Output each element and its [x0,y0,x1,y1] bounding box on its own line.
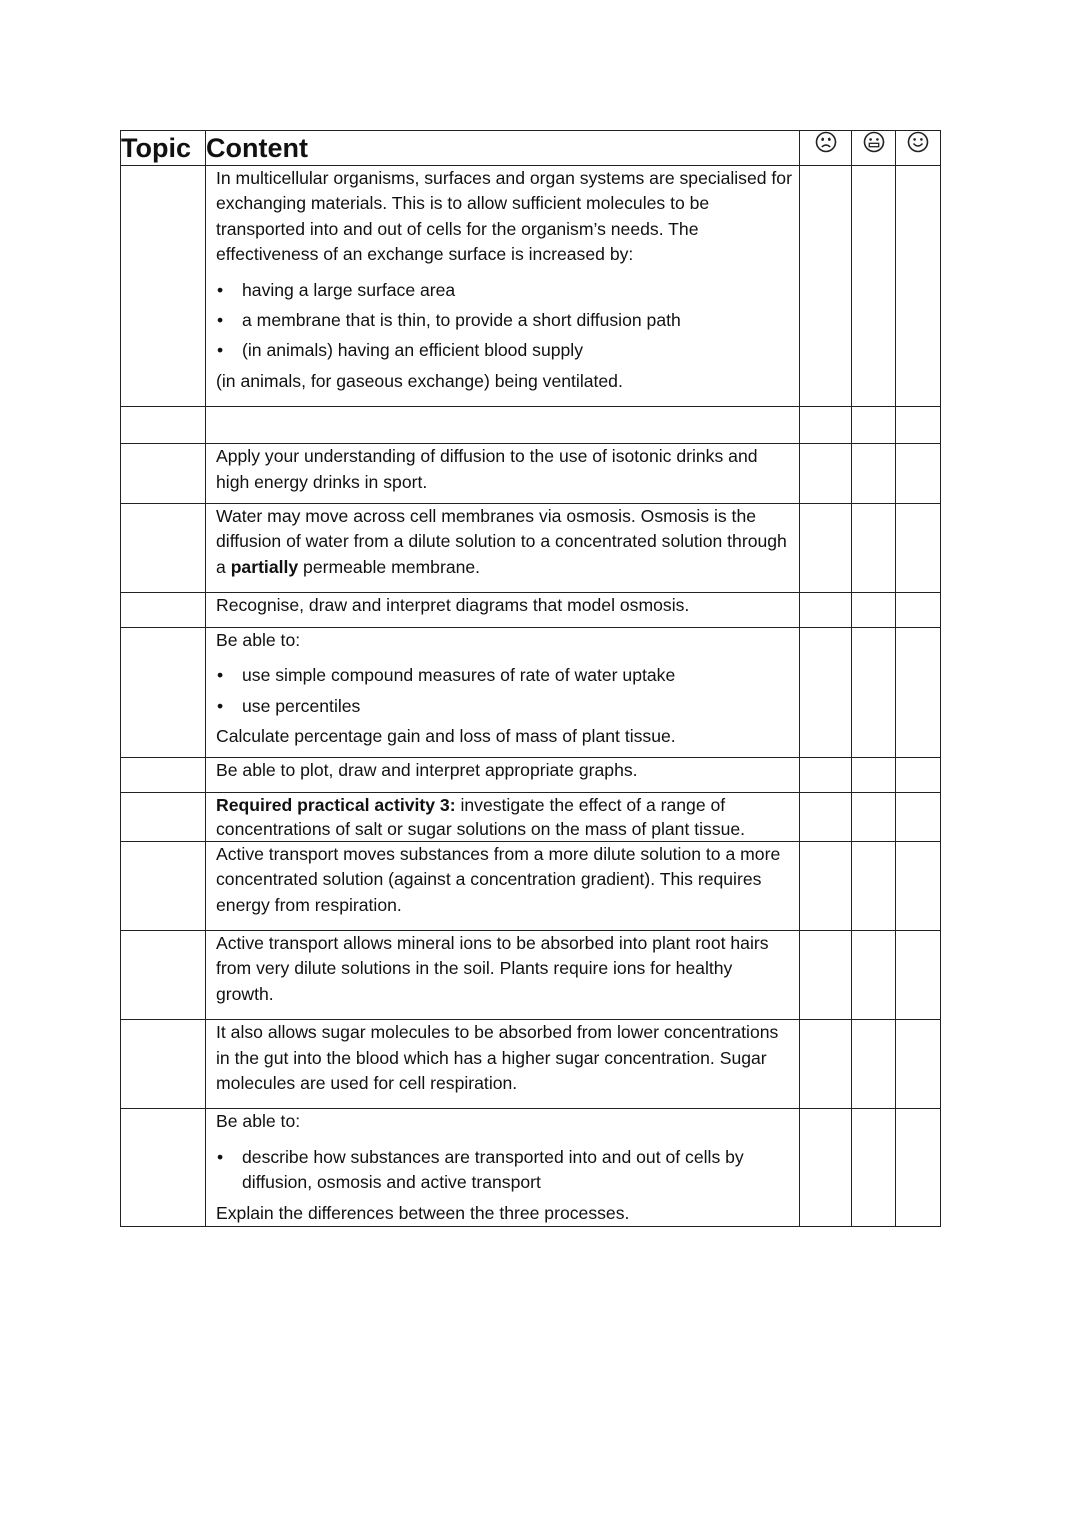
rating-green-cell[interactable] [896,593,941,627]
topic-cell [121,627,206,758]
rating-amber-cell[interactable] [852,627,896,758]
content-text: Calculate percentage gain and loss of mass of plant tissue. [216,725,676,746]
sad-face-header [800,131,852,166]
neutral-face-icon [863,131,885,153]
table-row [121,758,941,792]
table-row [121,504,941,593]
rating-green-cell[interactable] [896,627,941,758]
rating-red-cell[interactable] [800,504,852,593]
topic-cell [121,166,206,407]
rating-green-cell[interactable] [896,504,941,593]
rating-red-cell[interactable] [800,593,852,627]
topic-cell [121,930,206,1019]
content-cell [206,1109,800,1227]
content-text: Be able to plot, draw and interpret appropriate graphs. [216,760,638,781]
topic-checklist-table [120,130,941,1227]
rating-amber-cell[interactable] [852,504,896,593]
rating-green-cell[interactable] [896,792,941,841]
bullet-item: • a membrane that is thin, to provide a short diffusion path [216,308,793,333]
content-text: It also allows sugar molecules to be absorbed from lower concentrations in the gut into the blood which has a higher sugar concentration. Sugar molecules are used for cell respiration. [216,1022,779,1093]
rating-amber-cell[interactable] [852,166,896,407]
rating-red-cell[interactable] [800,1109,852,1227]
rating-green-cell[interactable] [896,1109,941,1227]
rating-green-cell[interactable] [896,758,941,792]
emphasis-text: partially [230,556,299,577]
content-text: Recognise, draw and interpret diagrams that model osmosis. [216,595,690,616]
topic-cell [121,758,206,792]
content-cell [206,407,800,444]
content-cell [206,504,800,593]
rating-amber-cell[interactable] [852,841,896,930]
content-text: Be able to: [216,629,301,650]
topic-cell [121,1109,206,1227]
rating-amber-cell[interactable] [852,930,896,1019]
happy-face-header [896,131,941,166]
content-cell [206,593,800,627]
happy-face-icon [907,131,929,153]
rating-amber-cell[interactable] [852,444,896,504]
rating-green-cell[interactable] [896,1020,941,1109]
topic-cell [121,444,206,504]
table-row [121,930,941,1019]
topic-cell [121,504,206,593]
topic-header: Topic [121,131,206,166]
rating-red-cell[interactable] [800,792,852,841]
content-text-part: Water may move across cell membranes via osmosis. Osmosis is the diffusion of water from a dilute solution to a concentrated solution through a [216,506,787,577]
rating-amber-cell[interactable] [852,407,896,444]
content-cell [206,792,800,841]
rating-green-cell[interactable] [896,841,941,930]
rating-red-cell[interactable] [800,407,852,444]
content-cell [206,758,800,792]
content-cell [206,1020,800,1109]
table-row [121,1109,941,1227]
topic-cell [121,407,206,444]
rating-red-cell[interactable] [800,930,852,1019]
table-row [121,444,941,504]
topic-cell [121,841,206,930]
table-row [121,792,941,841]
content-cell [206,444,800,504]
content-text [216,504,793,580]
rating-red-cell[interactable] [800,1020,852,1109]
sad-face-icon [815,131,837,153]
rating-red-cell[interactable] [800,758,852,792]
rating-amber-cell[interactable] [852,1109,896,1227]
table-row [121,841,941,930]
content-text-part: permeable membrane. [298,556,481,577]
rating-amber-cell[interactable] [852,1020,896,1109]
content-text: Active transport allows mineral ions to be absorbed into plant root hairs from very dilute solutions in the soil. Plants require ions for healthy growth. [216,932,769,1004]
content-text-part: investigate the effect of a range of concentrations of salt or sugar solutions on the mass of plant tissue. [216,794,746,839]
bullet-item: • (in animals) having an efficient blood supply [216,338,793,363]
rating-green-cell[interactable] [896,166,941,407]
bullet-item: • having a large surface area [216,278,793,303]
rating-red-cell[interactable] [800,444,852,504]
content-cell [206,930,800,1019]
rating-amber-cell[interactable] [852,758,896,792]
neutral-face-header [852,131,896,166]
topic-cell [121,792,206,841]
content-text: Active transport moves substances from a more dilute solution to a more concentrated solution (against a concentration gradient). This requires energy from respiration. [216,843,781,915]
table-row [121,166,941,407]
bullet-item: • use simple compound measures of rate of water uptake [216,663,793,688]
rating-red-cell[interactable] [800,166,852,407]
bullet-item: • use percentiles [216,694,793,719]
content-text: Apply your understanding of diffusion to the use of isotonic drinks and high energy drinks in sport. [216,446,758,492]
topic-cell [121,593,206,627]
content-cell [206,627,800,758]
table-row [121,593,941,627]
rating-green-cell[interactable] [896,930,941,1019]
rating-red-cell[interactable] [800,627,852,758]
content-cell [206,841,800,930]
content-cell [206,166,800,407]
rating-red-cell[interactable] [800,841,852,930]
bullet-item: • describe how substances are transported into and out of cells by diffusion, osmosis and active transport [216,1145,793,1196]
rating-amber-cell[interactable] [852,792,896,841]
content-text: (in animals, for gaseous exchange) being ventilated. [216,370,623,391]
content-text: Explain the differences between the three processes. [216,1202,630,1223]
content-header: Content [206,131,800,166]
table-row [121,407,941,444]
topic-cell [121,1020,206,1109]
content-text: Be able to: [216,1111,301,1132]
rating-green-cell[interactable] [896,444,941,504]
content-text [216,793,793,841]
header-row [121,131,941,166]
emphasis-text: Required practical activity 3: [216,794,456,815]
rating-amber-cell[interactable] [852,593,896,627]
table-row [121,627,941,758]
table-row [121,1020,941,1109]
content-text: In multicellular organisms, surfaces and organ systems are specialised for exchanging materials. This is to allow sufficient molecules to be transported into and out of cells for the organism’s needs. The effectiveness of an exchange surface is increased by: [216,168,792,265]
rating-green-cell[interactable] [896,407,941,444]
